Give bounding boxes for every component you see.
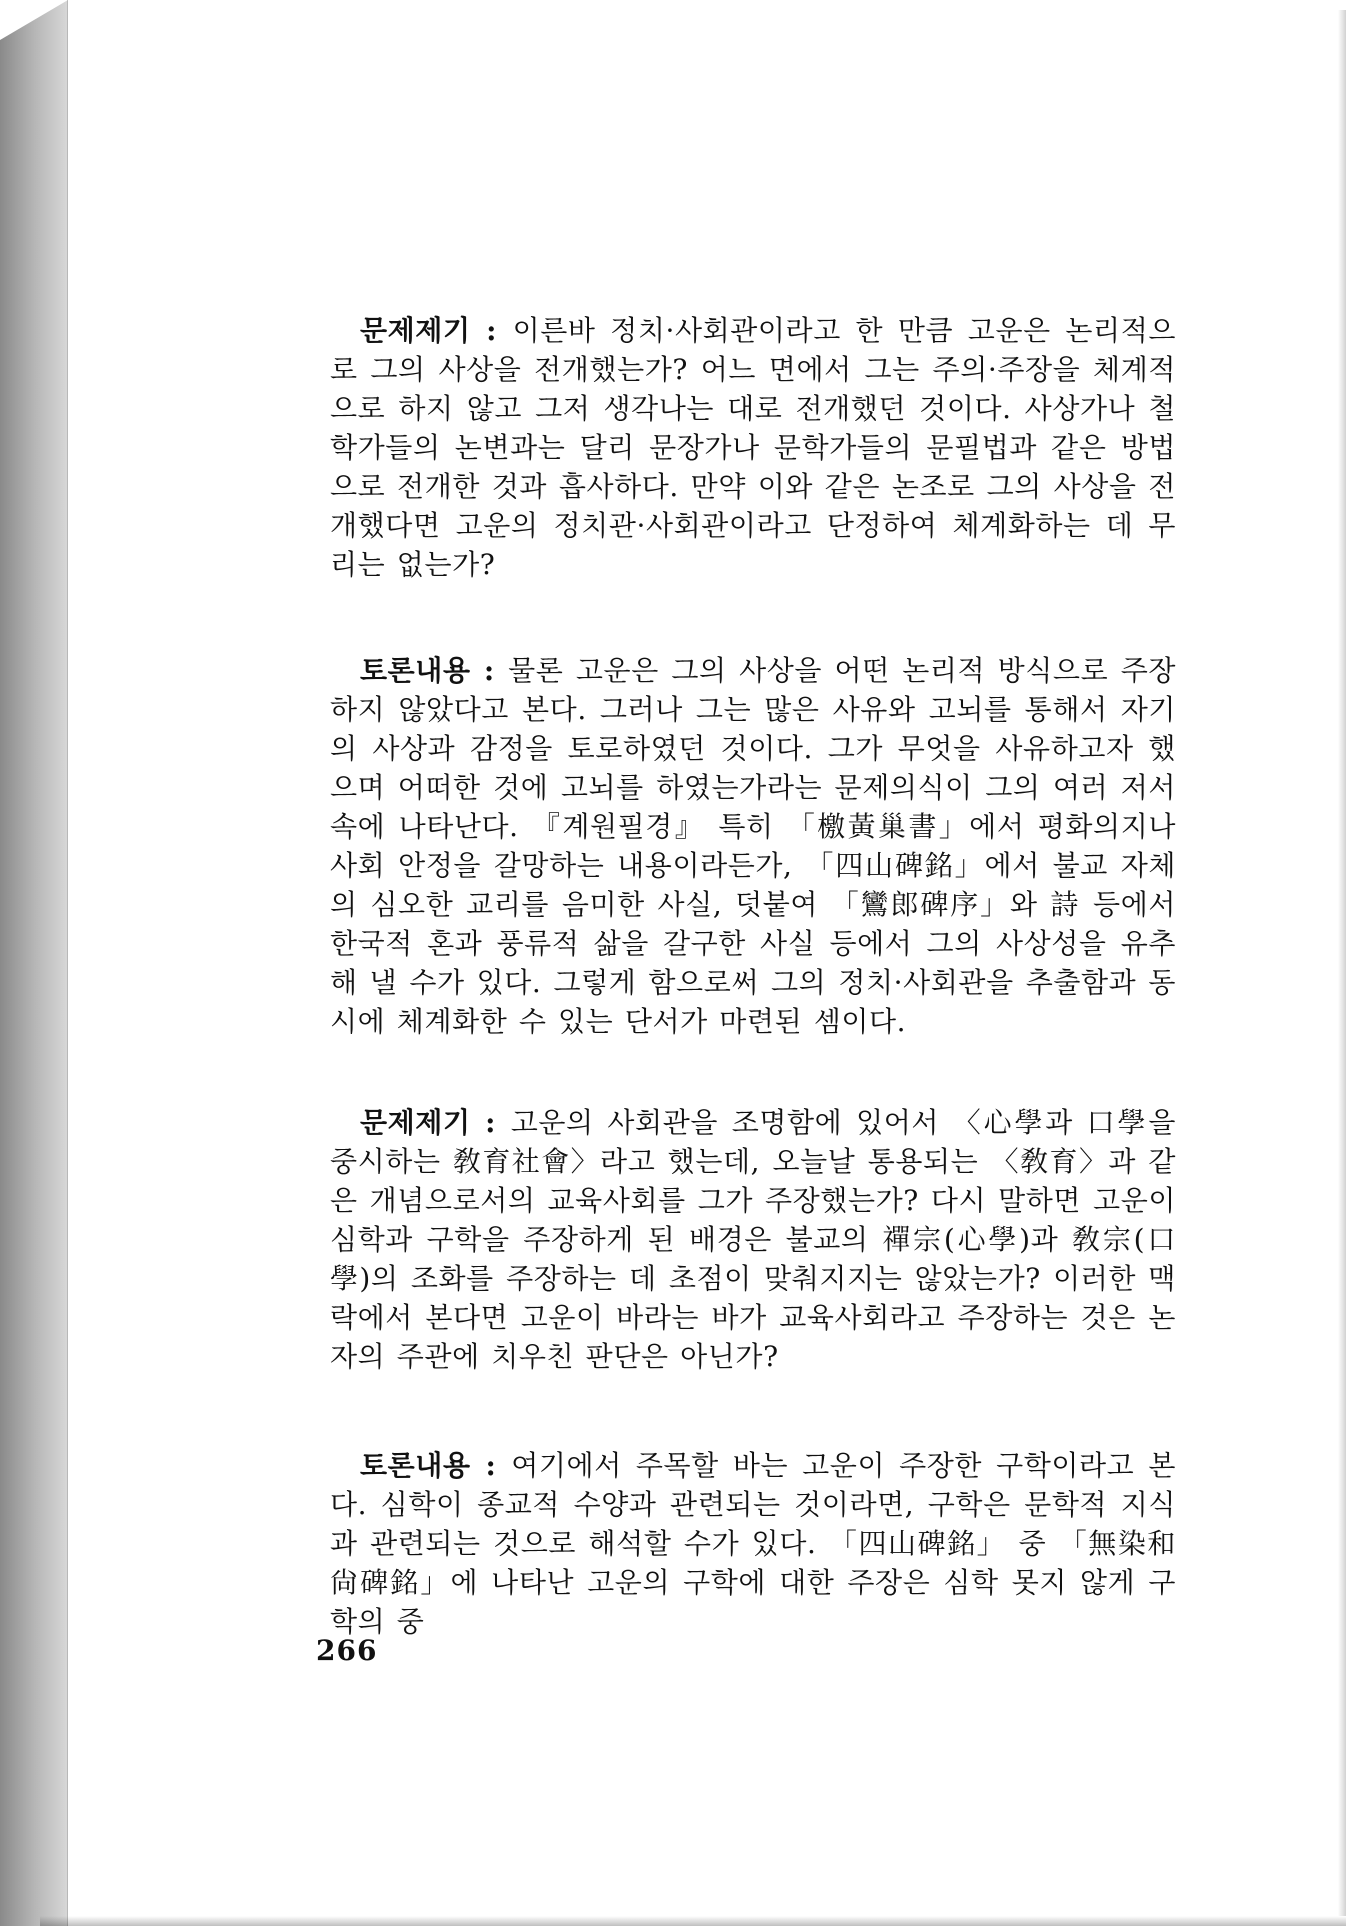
page-right-shadow <box>1338 10 1346 1916</box>
paragraph-4 <box>330 1446 1176 1641</box>
paragraph-4-head: 토론내용 : <box>360 1449 512 1482</box>
paragraph-2 <box>330 651 1176 1041</box>
paragraph-1 <box>330 311 1176 584</box>
paragraph-1-body: 이른바 정치·사회관이라고 한 만큼 고운은 논리적으로 그의 사상을 전개했는가? 어느 면에서 그는 주의·주장을 체계적으로 하지 않고 그저 생각나는 대로 전개했던 것이다. 사상가나 철학가들의 논변과는 달리 문장가나 문학가들의 문필법과 같은 방법으로 전개한 것과 흡사하다. 만약 이와 같은 논조로 그의 사상을 전개했다면 고운의 정치관·사회관이라고 단정하여 체계화하는 데 무리는 없는가? <box>330 314 1176 581</box>
page-number: 266 <box>316 1634 378 1667</box>
page-bottom-shadow <box>40 1916 1346 1926</box>
paragraph-3 <box>330 1103 1176 1376</box>
paragraph-4-body: 여기에서 주목할 바는 고운이 주장한 구학이라고 본다. 심학이 종교적 수양과 관련되는 것이라면, 구학은 문학적 지식과 관련되는 것으로 해석할 수가 있다. 「四山碑銘」 중 「無染和尙碑銘」에 나타난 고운의 구학에 대한 주장은 심학 못지 않게 구학의 중 <box>330 1449 1176 1638</box>
paragraph-3-head: 문제제기 : <box>360 1106 511 1139</box>
paragraph-1-head: 문제제기 : <box>360 314 513 347</box>
paragraph-2-body: 물론 고운은 그의 사상을 어떤 논리적 방식으로 주장하지 않았다고 본다. 그러나 그는 많은 사유와 고뇌를 통해서 자기의 사상과 감정을 토로하였던 것이다. 그가 무엇을 사유하고자 했으며 어떠한 것에 고뇌를 하였는가라는 문제의식이 그의 여러 저서 속에 나타난다. 『계원필경』 특히 「檄黃巢書」에서 평화의지나 사회 안정을 갈망하는 내용이라든가, 「四山碑銘」에서 불교 자체의 심오한 교리를 음미한 사실, 덧붙여 「鸞郎碑序」와 詩 등에서 한국적 혼과 풍류적 삶을 갈구한 사실 등에서 그의 사상성을 유추해 낼 수가 있다. 그렇게 함으로써 그의 정치·사회관을 추출함과 동시에 체계화한 수 있는 단서가 마련된 셈이다. <box>330 654 1176 1038</box>
paragraph-3-body: 고운의 사회관을 조명함에 있어서 〈心學과 口學을 중시하는 敎育社會〉라고 했는데, 오늘날 통용되는 〈敎育〉과 같은 개념으로서의 교육사회를 그가 주장했는가? 다시 말하면 고운이 심학과 구학을 주장하게 된 배경은 불교의 禪宗(心學)과 敎宗(口學)의 조화를 주장하는 데 초점이 맞춰지지는 않았는가? 이러한 맥락에서 본다면 고운이 바라는 바가 교육사회라고 주장하는 것은 논자의 주관에 치우친 판단은 아닌가? <box>330 1106 1176 1373</box>
paragraph-2-head: 토론내용 : <box>360 654 509 687</box>
